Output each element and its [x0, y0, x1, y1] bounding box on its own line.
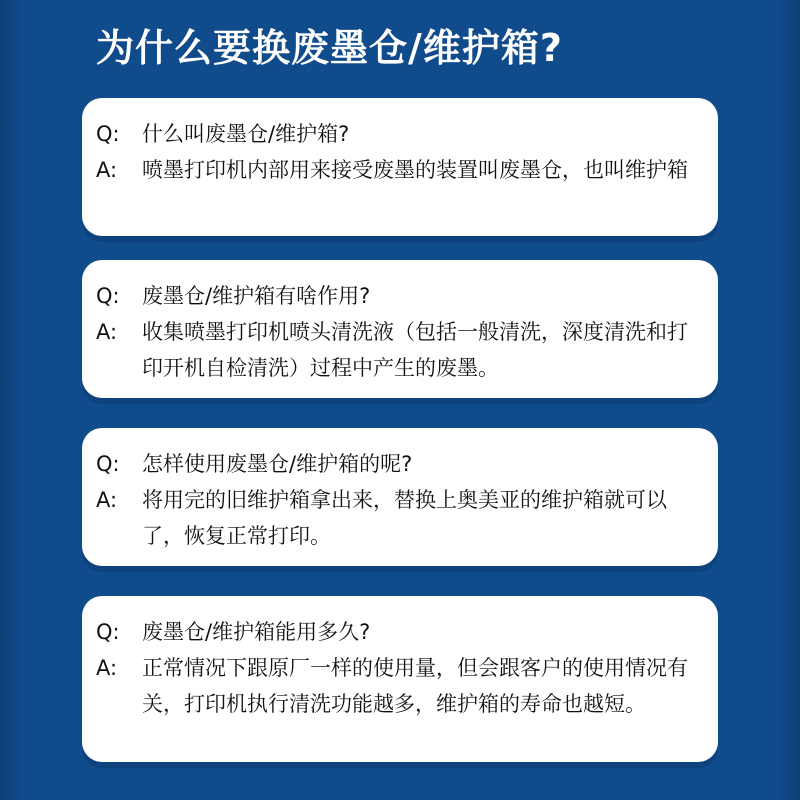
question-text: 废墨仓/维护箱有啥作用? [142, 284, 371, 308]
question-tag: Q: [96, 122, 120, 146]
answer-tag: A: [96, 158, 118, 182]
answer-tag: A: [96, 656, 118, 680]
faq-card-4 [82, 596, 718, 762]
question-text: 废墨仓/维护箱能用多久? [142, 620, 371, 644]
answer-text: 将用完的旧维护箱拿出来，替换上奥美亚的维护箱就可以了，恢复正常打印。 [142, 488, 667, 548]
answer-tag: A: [96, 320, 118, 344]
question-text: 什么叫废墨仓/维护箱? [142, 122, 350, 146]
answer-line [96, 152, 696, 188]
faq-card-3 [82, 428, 718, 566]
question-line [96, 446, 696, 482]
faq-card-1 [82, 98, 718, 236]
answer-line [96, 314, 696, 386]
answer-line [96, 650, 696, 722]
question-text: 怎样使用废墨仓/维护箱的呢? [142, 452, 413, 476]
question-tag: Q: [96, 452, 120, 476]
question-tag: Q: [96, 620, 120, 644]
answer-text: 喷墨打印机内部用来接受废墨的装置叫废墨仓，也叫维护箱 [142, 158, 688, 182]
answer-text: 正常情况下跟原厂一样的使用量，但会跟客户的使用情况有关，打印机执行清洗功能越多，维护箱的寿命也越短。 [142, 656, 688, 716]
answer-line [96, 482, 696, 554]
faq-card-2 [82, 260, 718, 398]
page-title: 为什么要换废墨仓/维护箱? [96, 26, 563, 70]
left-edge-shade [0, 0, 22, 800]
answer-text: 收集喷墨打印机喷头清洗液（包括一般清洗，深度清洗和打印开机自检清洗）过程中产生的废墨。 [142, 320, 688, 380]
question-line [96, 278, 696, 314]
question-line [96, 116, 696, 152]
question-line [96, 614, 696, 650]
right-edge-shade [778, 0, 800, 800]
question-tag: Q: [96, 284, 120, 308]
answer-tag: A: [96, 488, 118, 512]
